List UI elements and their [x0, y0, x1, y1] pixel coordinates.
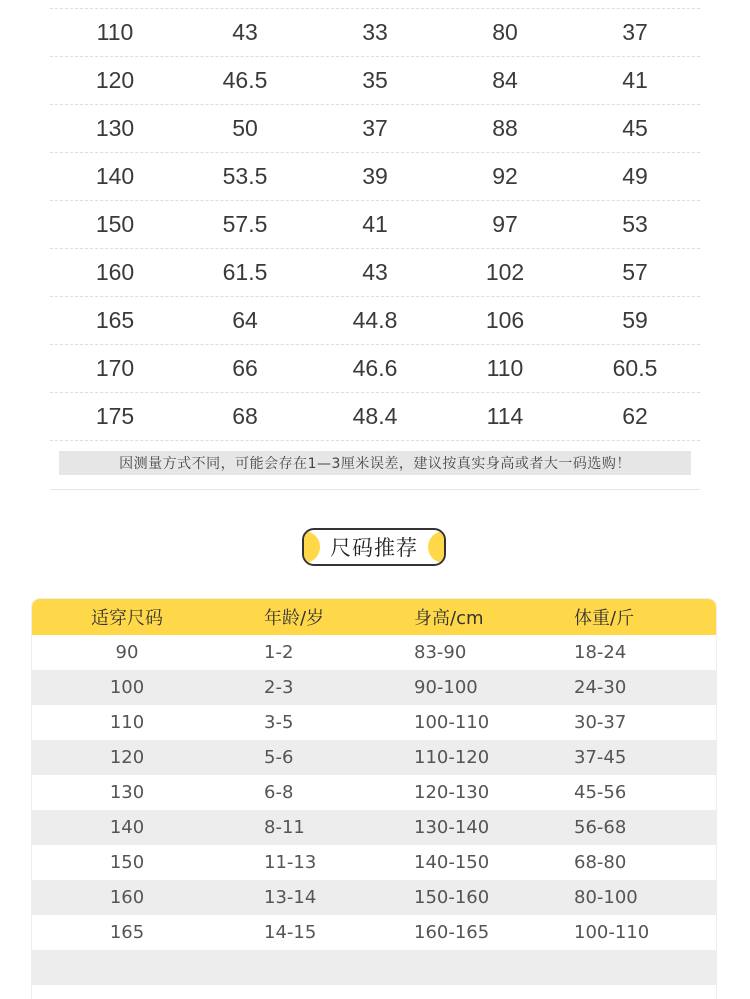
table-cell: 110 — [486, 355, 524, 381]
table-row — [32, 915, 716, 950]
table-cell: 68 — [232, 403, 258, 429]
table-row — [50, 345, 700, 393]
table-cell: 37 — [622, 19, 648, 45]
table-cell: 57 — [622, 259, 648, 285]
table-cell: 80 — [492, 19, 518, 45]
table-cell: 130 — [95, 115, 135, 141]
table-cell: 13-14 — [264, 887, 317, 908]
table-cell: 43 — [232, 19, 258, 45]
table-cell: 83-90 — [414, 642, 467, 663]
table-cell: 175 — [95, 403, 135, 429]
table-cell: 11-13 — [264, 852, 317, 873]
section-title: 尺码推荐 — [330, 536, 418, 560]
badge-right-accent — [428, 531, 446, 563]
table-cell: 64 — [232, 307, 258, 333]
table-cell: 18-24 — [574, 642, 627, 663]
table-cell: 62 — [622, 403, 648, 429]
table-cell: 165 — [109, 922, 145, 943]
table-cell: 45-56 — [574, 782, 627, 803]
table-cell: 100-110 — [574, 922, 650, 943]
table-cell: 140 — [109, 817, 145, 838]
table-row — [50, 105, 700, 153]
table-row — [32, 775, 716, 810]
table-row — [50, 249, 700, 297]
table-cell: 140-150 — [414, 852, 490, 873]
table-row — [50, 153, 700, 201]
table-row — [32, 810, 716, 845]
table-cell: 90 — [115, 642, 139, 663]
badge-left-accent — [302, 531, 320, 563]
table-cell: 35 — [362, 67, 388, 93]
table-cell: 84 — [492, 67, 518, 93]
table-row-partial — [32, 950, 716, 985]
column-header: 适穿尺码 — [91, 608, 163, 629]
measurement-note: 因测量方式不同，可能会存在1—3厘米误差，建议按真实身高或者大一码选购！ — [59, 451, 691, 475]
table-cell: 49 — [622, 163, 648, 189]
table-cell: 33 — [362, 19, 388, 45]
table-row — [32, 635, 716, 670]
table-cell: 80-100 — [574, 887, 638, 908]
table-cell: 46.5 — [222, 67, 268, 93]
table-cell: 160 — [109, 887, 145, 908]
column-header: 体重/斤 — [574, 608, 635, 629]
table-cell: 110 — [109, 712, 145, 733]
table-cell: 57.5 — [222, 211, 268, 237]
table-row — [50, 57, 700, 105]
table-cell: 110-120 — [414, 747, 490, 768]
table-cell: 114 — [486, 403, 524, 429]
table-cell: 41 — [622, 67, 648, 93]
table-row — [32, 705, 716, 740]
table-cell: 14-15 — [264, 922, 317, 943]
table-row — [50, 9, 700, 57]
table-row — [32, 880, 716, 915]
table-cell: 150 — [95, 211, 135, 237]
table-cell: 53 — [622, 211, 648, 237]
table-header-row — [32, 599, 716, 635]
table-cell: 130-140 — [414, 817, 490, 838]
table-cell: 1-2 — [264, 642, 294, 663]
size-chart-table — [50, 8, 700, 475]
table-cell: 120 — [109, 747, 145, 768]
table-cell: 170 — [95, 355, 135, 381]
table-cell: 5-6 — [264, 747, 294, 768]
table-cell: 37-45 — [574, 747, 627, 768]
table-cell: 48.4 — [352, 403, 398, 429]
table-cell: 45 — [622, 115, 648, 141]
table-cell: 56-68 — [574, 817, 627, 838]
section-title-badge — [302, 528, 446, 566]
table-row — [32, 845, 716, 880]
table-cell: 150-160 — [414, 887, 490, 908]
table-cell: 100-110 — [414, 712, 490, 733]
table-cell: 24-30 — [574, 677, 627, 698]
table-cell: 50 — [232, 115, 258, 141]
table-cell: 140 — [95, 163, 135, 189]
table-cell: 165 — [95, 307, 135, 333]
column-header: 年龄/岁 — [264, 608, 325, 629]
table-cell: 106 — [485, 307, 525, 333]
table-cell: 120-130 — [414, 782, 490, 803]
table-row — [32, 740, 716, 775]
table-cell: 41 — [362, 211, 388, 237]
column-header: 身高/cm — [414, 608, 484, 629]
table-cell: 68-80 — [574, 852, 627, 873]
table-cell: 61.5 — [222, 259, 268, 285]
table-row — [50, 393, 700, 441]
table-cell: 150 — [109, 852, 145, 873]
table-cell: 97 — [492, 211, 518, 237]
table-cell: 2-3 — [264, 677, 294, 698]
table-cell: 46.6 — [352, 355, 398, 381]
table-cell: 59 — [622, 307, 648, 333]
table-cell: 90-100 — [414, 677, 478, 698]
table-cell: 160 — [95, 259, 135, 285]
table-cell: 43 — [362, 259, 388, 285]
table-cell: 6-8 — [264, 782, 294, 803]
table-cell: 120 — [95, 67, 135, 93]
table-cell: 39 — [362, 163, 388, 189]
table-cell: 53.5 — [222, 163, 268, 189]
table-cell: 88 — [492, 115, 518, 141]
table-cell: 160-165 — [414, 922, 490, 943]
table-row — [50, 201, 700, 249]
table-cell: 44.8 — [352, 307, 398, 333]
table-cell: 60.5 — [612, 355, 658, 381]
table-cell: 3-5 — [264, 712, 294, 733]
size-recommendation-table — [32, 599, 716, 999]
table-cell: 8-11 — [264, 817, 305, 838]
table-cell: 37 — [362, 115, 388, 141]
table-cell: 66 — [232, 355, 258, 381]
table-cell: 102 — [485, 259, 525, 285]
table-cell: 110 — [96, 19, 134, 45]
section-divider — [50, 489, 700, 490]
table-cell: 100 — [109, 677, 145, 698]
table-row — [50, 297, 700, 345]
table-cell: 92 — [492, 163, 518, 189]
table-row — [32, 670, 716, 705]
table-cell: 130 — [109, 782, 145, 803]
table-cell: 30-37 — [574, 712, 627, 733]
